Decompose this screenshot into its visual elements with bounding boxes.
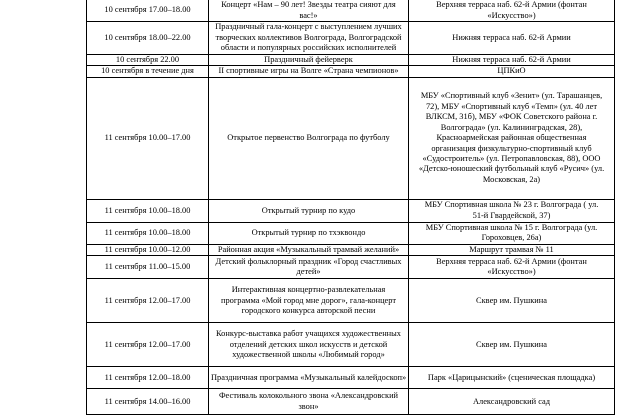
schedule-table — [86, 0, 615, 415]
event-cell — [209, 66, 409, 77]
place-text: Московская, 2а) — [482, 174, 541, 184]
date-text: 11 сентября 10.00–17.00 — [104, 133, 191, 143]
place-text: ЦПКиО — [497, 66, 526, 76]
table-row — [87, 367, 615, 389]
date-cell — [87, 222, 209, 244]
place-text: Сквер им. Пушкина — [476, 339, 547, 349]
table-row — [87, 0, 615, 22]
event-text: Открытое первенство Волгограда по футболу — [227, 133, 390, 143]
place-cell — [409, 323, 615, 367]
event-cell — [209, 0, 409, 22]
place-text: «Искусство») — [487, 267, 536, 277]
place-text: Верхняя терраса наб. 62-й Армии (фонтан — [436, 256, 587, 266]
table-row — [87, 199, 615, 222]
place-text: «Судостроитель» (ул. Петропавловская, 88), ООО — [422, 153, 601, 163]
event-text: Праздничная программа «Музыкальный калейдоскоп» — [211, 372, 407, 382]
date-text: 11 сентября 10.00–18.00 — [104, 205, 191, 215]
table-row — [87, 22, 615, 55]
table-row — [87, 256, 615, 279]
event-text: Детский фольклорный праздник «Город счастливых — [215, 256, 402, 266]
place-text: Красноармейская районная общественная — [436, 133, 587, 143]
place-text: Волгограда» (ул. Калининградская, 28), — [440, 122, 583, 132]
date-text: 11 сентября 14.00–16.00 — [104, 396, 191, 406]
place-text: «Детско-юношеский футбольный клуб «Русич» (ул. — [418, 164, 605, 174]
event-text: Районная акция «Музыкальный трамвай желаний» — [217, 244, 400, 254]
event-text: звон» — [298, 401, 319, 411]
event-cell — [209, 77, 409, 199]
place-text: организация физкультурно-спортивный клуб — [431, 143, 592, 153]
table-row — [87, 66, 615, 77]
place-text: Верхняя терраса наб. 62-й Армии (фонтан — [436, 0, 587, 10]
date-cell — [87, 279, 209, 323]
event-cell — [209, 199, 409, 222]
event-text: Праздничный фейерверк — [264, 55, 353, 64]
table-row — [87, 323, 615, 367]
date-cell — [87, 256, 209, 279]
date-cell — [87, 0, 209, 22]
place-text: Нижняя терраса наб. 62-й Армии — [452, 55, 571, 64]
table-row — [87, 55, 615, 66]
date-text: 11 сентября 12.00–17.00 — [104, 295, 191, 305]
date-text: 11 сентября 10.00–12.00 — [104, 244, 191, 254]
event-cell — [209, 323, 409, 367]
place-text: «Искусство») — [487, 10, 536, 20]
event-text: художественной школы «Любимый город» — [232, 349, 385, 359]
table-row — [87, 244, 615, 255]
event-text: Конкурс-выставка работ учащихся художественных — [216, 329, 401, 339]
event-text: Интерактивная концертно-развлекательная — [231, 285, 386, 295]
table-row — [87, 222, 615, 244]
place-text: Гороховцев, 26а) — [481, 233, 542, 243]
event-text: городского конкурса авторской песни — [241, 305, 376, 315]
event-cell — [209, 367, 409, 389]
event-text: детей» — [296, 267, 321, 277]
place-text: 51-й Гвардейской, 37) — [472, 210, 551, 220]
date-cell — [87, 199, 209, 222]
table-row — [87, 279, 615, 323]
place-cell — [409, 199, 615, 222]
event-text: Праздничный гала-концерт с выступлением лучших — [215, 22, 402, 32]
place-text: ВЛКСМ, 31б), МБУ «ФОК Советского района г. — [425, 112, 598, 122]
place-text: Нижняя терраса наб. 62-й Армии — [452, 32, 571, 42]
event-text: отделений детских школ искусств и детской — [229, 339, 388, 349]
place-cell — [409, 367, 615, 389]
date-text: 10 сентября в течение дня — [101, 66, 194, 76]
date-text: 10 сентября 18.00–22.00 — [104, 32, 191, 42]
place-cell — [409, 77, 615, 199]
place-cell — [409, 66, 615, 77]
event-text: Открытый турнир по тхэквондо — [251, 228, 366, 238]
date-text: 11 сентября 12.00–17.00 — [104, 339, 191, 349]
date-text: 11 сентября 11.00–15.00 — [104, 262, 191, 272]
place-text: Сквер им. Пушкина — [476, 295, 547, 305]
place-text: 72), МБУ «Спортивный клуб «Темп» (ул. 40 лет — [425, 101, 598, 111]
place-cell — [409, 22, 615, 55]
event-cell — [209, 256, 409, 279]
place-text: МБУ Спортивная школа № 23 г. Волгограда ( ул. — [424, 200, 599, 210]
place-text: Маршрут трамвая № 11 — [469, 244, 554, 254]
event-text: творческих коллективов Волгограда, Волгоградской — [215, 32, 402, 42]
date-cell — [87, 55, 209, 66]
date-cell — [87, 22, 209, 55]
event-text: вас!» — [299, 10, 318, 20]
date-text: 10 сентября 17.00–18.00 — [104, 5, 191, 15]
place-cell — [409, 244, 615, 255]
event-cell — [209, 55, 409, 66]
place-cell — [409, 55, 615, 66]
event-text: области и популярных российских исполнителей — [220, 43, 397, 53]
date-text: 10 сентября 22.00 — [115, 55, 180, 64]
place-text: Парк «Царицынский» (сценическая площадка) — [427, 372, 596, 382]
table-row — [87, 77, 615, 199]
event-text: II спортивные игры на Волге «Страна чемпионов» — [218, 66, 399, 76]
event-cell — [209, 22, 409, 55]
event-text: программа «Мой город мне дорог», гала-концерт — [220, 295, 397, 305]
date-cell — [87, 244, 209, 255]
event-cell — [209, 222, 409, 244]
date-cell — [87, 323, 209, 367]
event-text: Концерт «Нам – 90 лет! Звезды театра сияют для — [221, 0, 396, 10]
date-text: 11 сентября 12.00–18.00 — [104, 372, 191, 382]
date-text: 11 сентября 10.00–18.00 — [104, 228, 191, 238]
place-cell — [409, 0, 615, 22]
event-cell — [209, 244, 409, 255]
event-text: Фестиваль колокольного звона «Александровский — [218, 391, 399, 401]
date-cell — [87, 77, 209, 199]
place-text: МБУ Спортивная школа № 15 г. Волгограда (ул. — [425, 222, 598, 232]
place-text: МБУ «Спортивный клуб «Зенит» (ул. Тарашанцев, — [420, 91, 603, 101]
event-text: Открытый турнир по кудо — [261, 205, 356, 215]
date-cell — [87, 66, 209, 77]
place-cell — [409, 222, 615, 244]
place-cell — [409, 256, 615, 279]
place-cell — [409, 279, 615, 323]
event-cell — [209, 279, 409, 323]
date-cell — [87, 367, 209, 389]
place-text: Александровский сад — [472, 396, 550, 406]
